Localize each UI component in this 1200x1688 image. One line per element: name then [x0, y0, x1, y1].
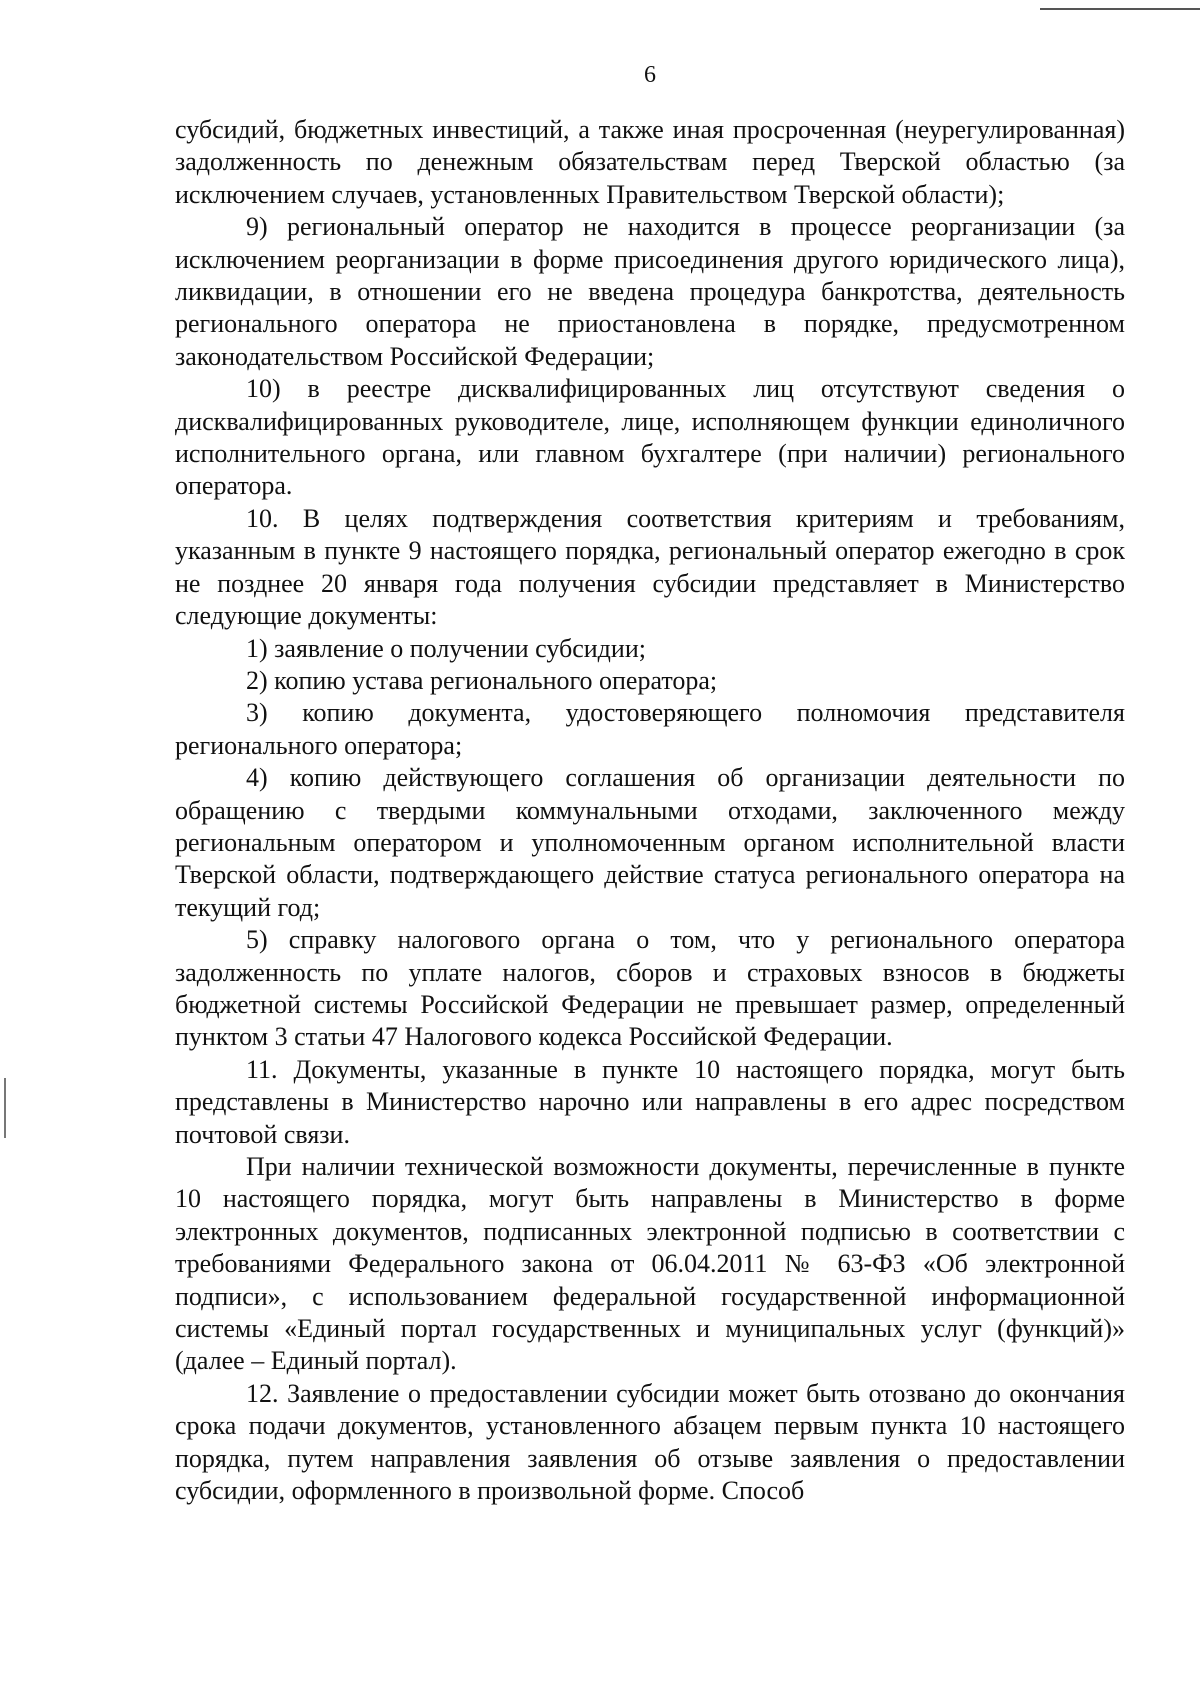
paragraph-item-9: 9) региональный оператор не находится в процессе реорганизации (за исключением реорганизации в форме присоединения другого юридического лица), ликвидации, в отношении его не введена процедура банкротства, деятельность регионального оператора не приостановлена в порядке, предусмотренном законодательством Российской Федерации; — [175, 212, 1125, 371]
paragraph-clause-12: 12. Заявление о предоставлении субсидии может быть отозвано до окончания срока подачи документов, установленного абзацем первым пункта 10 настоящего порядка, путем направления заявления об отзыве заявления о предоставлении субсидии, оформленного в произвольной форме. Способ — [175, 1378, 1125, 1506]
scan-edge-line — [1040, 8, 1200, 10]
page-number: 6 — [644, 62, 656, 88]
paragraph-item-10: 10) в реестре дисквалифицированных лиц отсутствуют сведения о дисквалифицированных руководителе, лице, исполняющем функции единоличного исполнительного органа, или главном бухгалтере (при наличии) регионального оператора. — [175, 374, 1125, 501]
paragraph-doc-5: 5) справку налогового органа о том, что у регионального оператора задолженность по уплате налогов, сборов и страховых взносов в бюджеты бюджетной системы Российской Федерации не превышает размер, определенный пунктом 3 статьи 47 Налогового кодекса Российской Федерации. — [175, 925, 1125, 1052]
paragraph-doc-4: 4) копию действующего соглашения об организации деятельности по обращению с твердыми коммунальными отходами, заключенного между региональным оператором и уполномоченным органом исполнительной власти Тверской области, подтверждающего действие статуса регионального оператора на текущий год; — [175, 763, 1125, 922]
paragraph-clause-10: 10. В целях подтверждения соответствия критериям и требованиям, указанным в пункте 9 настоящего порядка, региональный оператор ежегодно в срок не позднее 20 января года получения субсидии представляет в Министерство следующие документы: — [175, 503, 1125, 631]
document-body — [175, 114, 1125, 1507]
paragraph-continuation: субсидий, бюджетных инвестиций, а также иная просроченная (неурегулированная) задолженность по денежным обязательствам перед Тверской областью (за исключением случаев, установленных Правительством Тверской области); — [175, 115, 1125, 209]
paragraph-clause-11: 11. Документы, указанные в пункте 10 настоящего порядка, могут быть представлены в Министерство нарочно или направлены в его адрес посредством почтовой связи. — [175, 1054, 1125, 1149]
paragraph-doc-2: 2) копию устава регионального оператора; — [246, 665, 718, 695]
paragraph-doc-1: 1) заявление о получении субсидии; — [246, 633, 646, 663]
paragraph-doc-3: 3) копию документа, удостоверяющего полномочия представителя регионального оператора; — [175, 698, 1125, 760]
scan-margin-mark — [4, 1078, 6, 1138]
paragraph-electronic-submission: При наличии технической возможности документы, перечисленные в пункте 10 настоящего порядка, могут быть направлены в Министерство в форме электронных документов, подписанных электронной подписью в соответствии с требованиями Федерального закона от 06.04.2011 № 63-ФЗ «Об электронной подписи», с использованием федеральной государственной информационной системы «Единый портал государственных и муниципальных услуг (функций)» (далее – Единый портал). — [175, 1152, 1125, 1376]
